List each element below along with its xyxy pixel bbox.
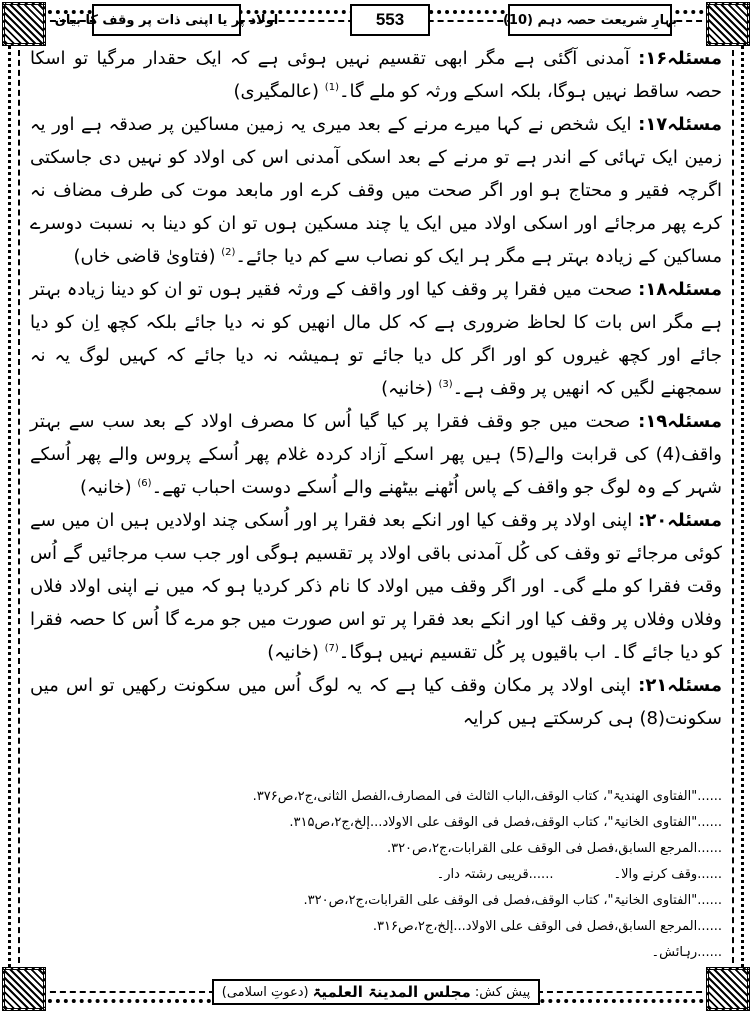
organization: (دعوتِ اسلامی) xyxy=(221,984,309,1000)
masala-text: ایک شخص نے کہا میرے مرنے کے بعد میری یہ زمین مساکین پر صدقہ ہے اور یہ زمین ایک تہائی کے اندر ہے تو مرنے کے بعد اسکی آمدنی اس کی اولاد کو نہیں دی جاسکتی اگرچہ فقیر و محتاج ہو اور اگر صحت میں وقف کرے اور مابعد موت کی طرف مضاف نہ کرے پھر مرجائے اور اسکی اولاد میں ایک یا چند مسکین ہوں تو ان کو دینا بہ نسبت دوسرے مساکین کے زیادہ بہتر ہے مگر ہر ایک کو نصاب سے کم دیا جائے۔ xyxy=(30,114,722,267)
publisher-box xyxy=(212,979,540,1005)
masala-text: اپنی اولاد پر مکان وقف کیا ہے کہ یہ لوگ اُس میں سکونت رکھیں تو اس میں سکونت(8) ہی کرسکتے ہیں کرایہ xyxy=(30,675,722,729)
masala-paragraph xyxy=(30,405,722,504)
footnote-ref: (3) xyxy=(438,379,453,390)
footnote: ......وقف کرنے والا۔ xyxy=(613,867,722,882)
main-text xyxy=(30,42,722,735)
presented-by: پیش کش: xyxy=(474,984,531,1000)
footnote: ......"الفتاوی الخانیۃ"، کتاب الوقف،فصل فی الوقف علی القرابات،ج۲،ص۳۲۰. xyxy=(303,893,722,908)
masala-label: مسئلہ۲۱: xyxy=(638,675,722,696)
masala-label: مسئلہ۱۷: xyxy=(638,114,722,135)
source: (خانیہ) xyxy=(381,378,439,399)
masala-label: مسئلہ۱۸: xyxy=(638,279,722,300)
masala-paragraph xyxy=(30,42,722,108)
footnote-ref: (2) xyxy=(221,247,236,258)
footnote: ......رہائش۔ xyxy=(651,945,722,960)
footnote-ref: (1) xyxy=(324,82,339,93)
masala-paragraph xyxy=(30,108,722,273)
publisher-name: مجلس المدینۃ العلمیۃ xyxy=(312,983,471,1001)
book-title: بہارِ شریعت حصہ دہم (10) xyxy=(508,4,672,36)
footnote: ......"الفتاوی الخانیۃ"، کتاب الوقف،فصل فی الوقف علی الاولاد...إلخ،ج۲،ص۳۱۵. xyxy=(289,815,722,830)
masala-label: مسئلہ۱۹: xyxy=(638,411,722,432)
footnote-pair xyxy=(30,863,722,887)
footnote-ref: (6) xyxy=(137,478,152,489)
masala-paragraph xyxy=(30,504,722,669)
footnotes xyxy=(30,771,722,967)
masala-text: صحت میں جو وقف فقرا پر کیا گیا اُس کا مصرف اولاد کے بعد سب سے بہتر واقف(4) کی قرابت والے(5) ہیں پھر اسکے آزاد کردہ غلام پھر اُسکے پروس والے پھر اُسکے شہر کے وہ لوگ جو واقف کے پاس اُٹھنے بیٹھنے والے اُسکے دوست احباب تھے۔ xyxy=(30,411,722,498)
masala-label: مسئلہ۱۶: xyxy=(638,48,722,69)
footnote: ......قریبی رشتہ دار۔ xyxy=(436,867,554,882)
source: (فتاویٰ قاضی خاں) xyxy=(73,246,222,267)
footnote: ......"الفتاوی الھندیۃ"، کتاب الوقف،الباب الثالث فی المصارف،الفصل الثانی،ج۲،ص۳۷۶. xyxy=(252,789,722,804)
masala-paragraph xyxy=(30,669,722,735)
masala-paragraph xyxy=(30,273,722,405)
masala-label: مسئلہ۲۰: xyxy=(638,510,722,531)
source: (عالمگیری) xyxy=(233,81,325,102)
page-number: 553 xyxy=(350,4,430,36)
footnote: ......المرجع السابق،فصل فی الوقف علی الاولاد...إلخ،ج۲،ص۳۱۶. xyxy=(372,919,722,934)
masala-text: اپنی اولاد پر وقف کیا اور انکے بعد فقرا پر اور اُسکی چند اولادیں ہیں ان میں سے کوئی مرجائے تو وقف کی کُل آمدنی باقی اولاد پر تقسیم ہوگی اور جب سب مرجائیں گے اُس وقت فقرا کو ملے گی۔ اور اگر وقف میں اولاد کا نام ذکر کردیا ہو کہ میں نے اپنی اولاد فلاں وفلاں وفلاں پر وقف کیا اور انکے بعد فقرا پر تو اس صورت میں جو مرے گا اُس کا حصہ فقرا کو دیا جائے گا۔ اب باقیوں پر کُل تقسیم نہیں ہوگا۔ xyxy=(30,510,722,663)
masala-text: صحت میں فقرا پر وقف کیا اور واقف کے ورثہ فقیر ہوں تو ان کو دینا زیادہ بہتر ہے مگر اس بات کا لحاظ ضروری ہے کہ کل مال انھیں کو نہ دیا جائے بلکہ کچھ اِن کو دیا جائے اور کچھ غیروں کو اور اگر کل دیا جائے تو ہمیشہ نہ دیا جائے کہ کہیں لوگ یہ نہ سمجھنے لگیں کہ انھیں پر وقف ہے۔ xyxy=(30,279,722,399)
source: (خانیہ) xyxy=(80,477,138,498)
masala-text: آمدنی آگئی ہے مگر ابھی تقسیم نہیں ہوئی ہے کہ ایک حقدار مرگیا تو اسکا حصہ ساقط نہیں ہوگا، بلکہ اسکے ورثہ کو ملے گا۔ xyxy=(30,48,722,102)
chapter-title: اولاد پر یا اپنی ذات پر وقف کا بیان xyxy=(92,4,241,36)
source: (خانیہ) xyxy=(267,642,325,663)
footnote: ......المرجع السابق،فصل فی الوقف علی القرابات،ج۲،ص۳۲۰. xyxy=(386,841,722,856)
footnote-ref: (7) xyxy=(324,643,339,654)
